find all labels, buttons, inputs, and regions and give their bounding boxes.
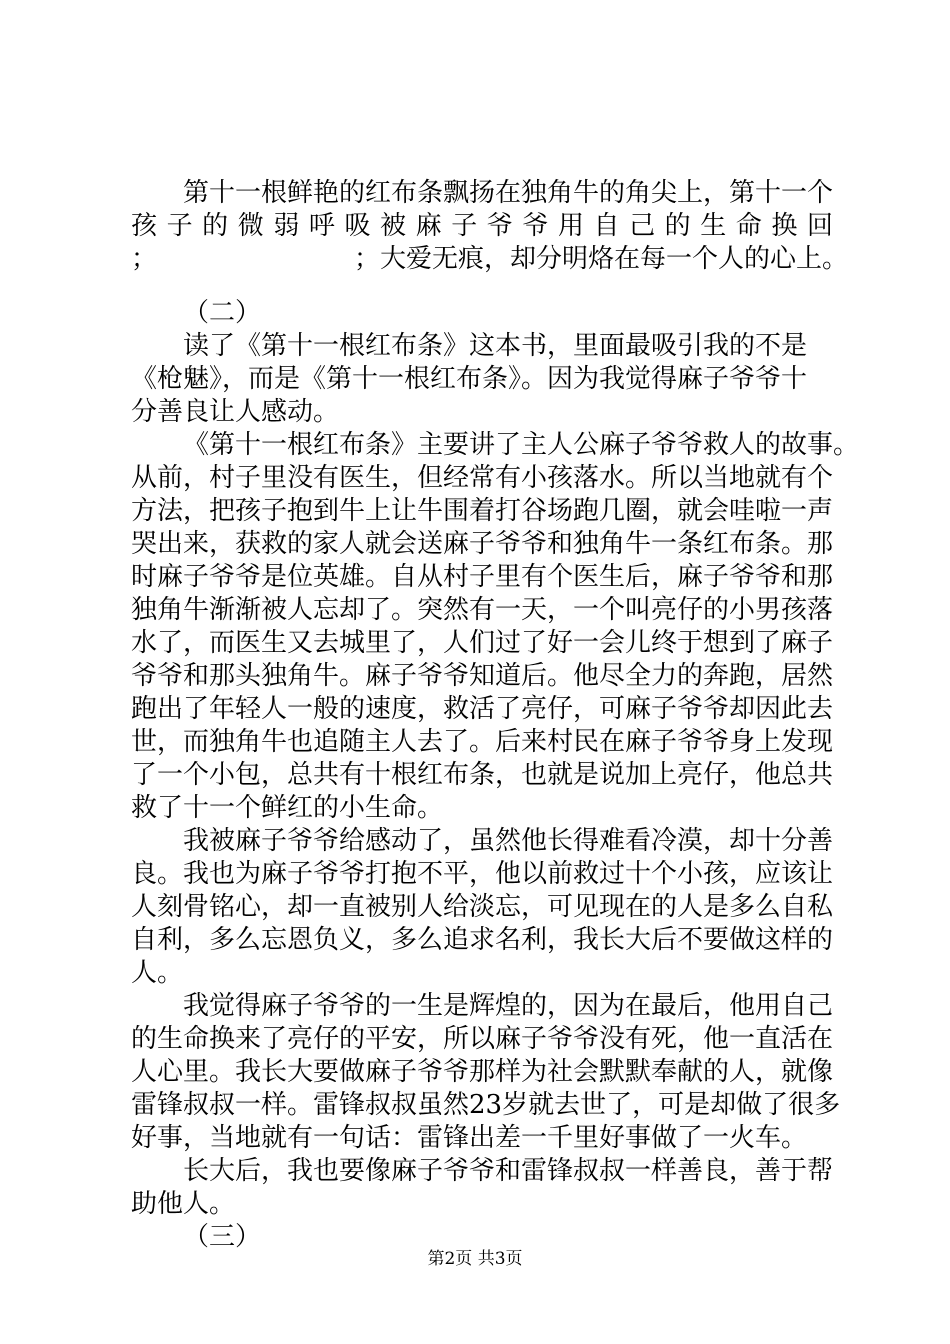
intro-line-3-left: ；: [131, 244, 158, 274]
body-line: 方法，把孩子抱到牛上让牛围着打谷场跑几圈，就会哇啦一声: [131, 496, 834, 526]
body-line: 人刻骨铭心，却一直被别人给淡忘，可见现在的人是多么自私: [131, 892, 834, 922]
body-line: 雷锋叔叔一样。雷锋叔叔虽然23岁就去世了，可是却做了很多: [131, 1090, 841, 1120]
body-line: 读了《第十一根红布条》这本书，里面最吸引我的不是: [183, 331, 808, 361]
spread-char: 爷: [486, 211, 513, 241]
spread-char: 回: [806, 211, 833, 241]
spread-char: 弱: [273, 211, 300, 241]
body-line: 我觉得麻子爷爷的一生是辉煌的，因为在最后，他用自己: [183, 991, 834, 1021]
body-line: 《第十一根红布条》主要讲了主人公麻子爷爷救人的故事。: [183, 430, 860, 460]
body-line: 救了十一个鲜红的小生命。: [131, 793, 444, 823]
body-line: 我被麻子爷爷给感动了，虽然他长得难看冷漠，却十分善: [183, 826, 834, 856]
spread-char: 命: [735, 211, 762, 241]
body-line: 时麻子爷爷是位英雄。自从村子里有个医生后，麻子爷爷和那: [131, 562, 834, 592]
body-line: 世，而独角牛也追随主人去了。后来村民在麻子爷爷身上发现: [131, 727, 834, 757]
body-line: 好事，当地就有一句话：雷锋出差一千里好事做了一火车。: [131, 1123, 808, 1153]
spread-char: 生: [700, 211, 727, 241]
body-line: 爷爷和那头独角牛。麻子爷爷知道后。他尽全力的奔跑，居然: [131, 661, 834, 691]
body-line: 水了，而医生又去城里了，人们过了好一会儿终于想到了麻子: [131, 628, 834, 658]
section-heading-2: （二）: [183, 298, 262, 328]
spread-char: 换: [771, 211, 798, 241]
spread-char: 被: [380, 211, 407, 241]
body-line: 跑出了年轻人一般的速度，救活了亮仔，可麻子爷爷却因此去: [131, 694, 834, 724]
spread-char: 的: [202, 211, 229, 241]
body-line: 从前，村子里没有医生，但经常有小孩落水。所以当地就有个: [131, 463, 834, 493]
spread-char: 吸: [344, 211, 371, 241]
body-line: 了一个小包，总共有十根红布条，也就是说加上亮仔，他总共: [131, 760, 834, 790]
body-line: 人。: [131, 958, 184, 988]
body-line: 分善良让人感动。: [131, 397, 340, 427]
spread-char: 用: [557, 211, 584, 241]
body-line: 的生命换来了亮仔的平安，所以麻子爷爷没有死，他一直活在: [131, 1024, 834, 1054]
intro-line-2: [131, 209, 833, 243]
spread-char: 爷: [522, 211, 549, 241]
intro-line-3-right: ；大爱无痕，却分明烙在每一个人的心上。: [354, 244, 849, 274]
body-line: 人心里。我长大要做麻子爷爷那样为社会默默奉献的人，就像: [131, 1057, 834, 1087]
body-line: 自利，多么忘恩负义，多么追求名利，我长大后不要做这样的: [131, 925, 834, 955]
intro-line-1: 第十一根鲜艳的红布条飘扬在独角牛的角尖上，第十一个: [183, 178, 834, 208]
spread-char: 呼: [308, 211, 335, 241]
spread-char: 子: [451, 211, 478, 241]
body-line: 《枪魅》，而是《第十一根红布条》。因为我觉得麻子爷爷十: [131, 364, 808, 394]
body-line: 助他人。: [131, 1189, 236, 1219]
body-line: 哭出来，获救的家人就会送麻子爷爷和独角牛一条红布条。那: [131, 529, 834, 559]
spread-char: 微: [237, 211, 264, 241]
spread-char: 自: [593, 211, 620, 241]
body-line: 独角牛渐渐被人忘却了。突然有一天，一个叫亮仔的小男孩落: [131, 595, 834, 625]
spread-char: 麻: [415, 211, 442, 241]
body-line: 良。我也为麻子爷爷打抱不平，他以前救过十个小孩，应该让: [131, 859, 834, 889]
spread-char: 孩: [131, 211, 158, 241]
section-heading-3: （三）: [183, 1222, 262, 1252]
spread-char: 己: [629, 211, 656, 241]
spread-char: 的: [664, 211, 691, 241]
body-line: 长大后，我也要像麻子爷爷和雷锋叔叔一样善良，善于帮: [183, 1156, 834, 1186]
page-number-footer: 第2页 共3页: [427, 1249, 523, 1269]
spread-char: 子: [166, 211, 193, 241]
